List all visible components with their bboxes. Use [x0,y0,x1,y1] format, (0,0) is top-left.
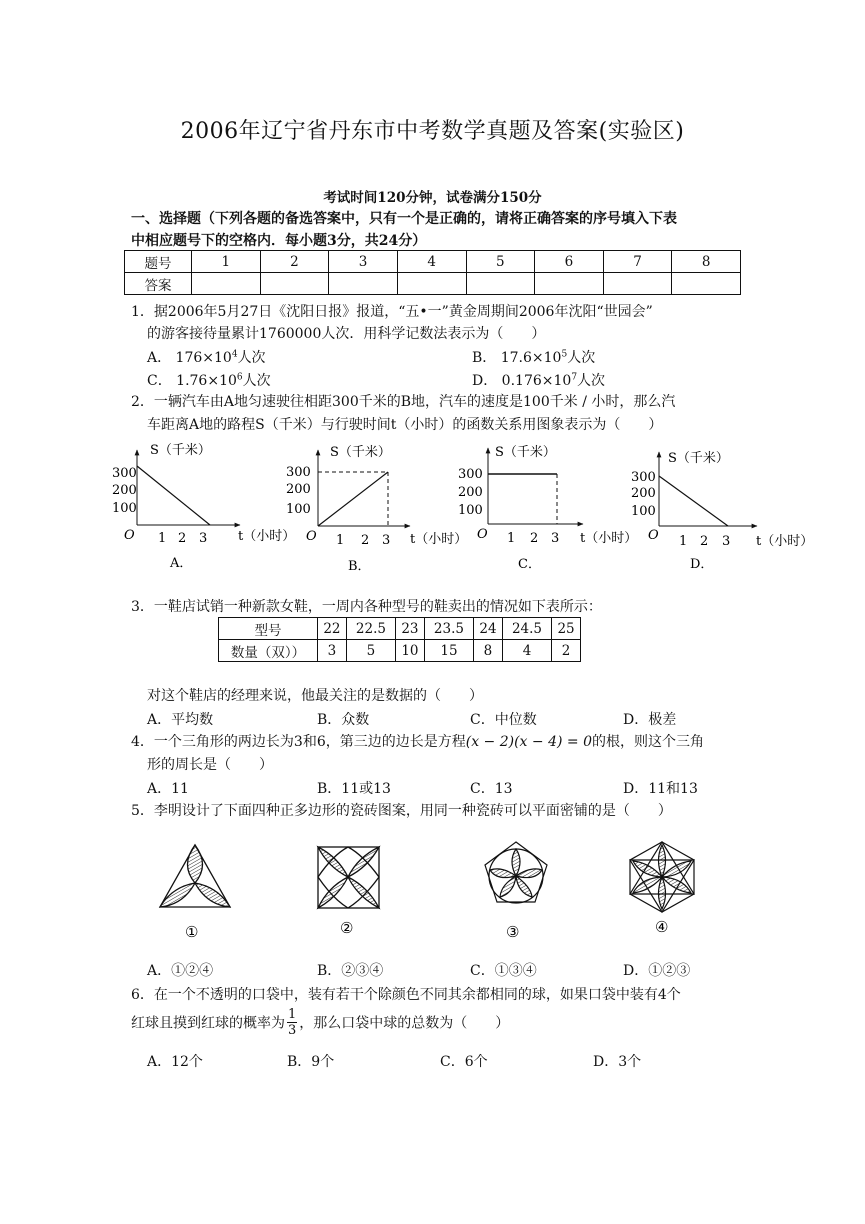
x-tick: 3 [382,533,391,548]
y-tick: 300 [286,465,311,480]
table-cell: 5 [466,251,535,273]
q6-line1: 6．在一个不透明的口袋中，装有若干个除颜色不同其余都相同的球，如果口袋中装有4个 [131,987,681,1003]
graph-caption: C． [518,557,541,572]
q5-option-d[interactable]: D．①②③ [623,963,691,979]
table-cell: 数量（双）） [219,640,318,662]
y-tick: 200 [286,482,311,497]
table-cell: 8 [474,640,503,662]
tile-label: ① [185,923,199,941]
y-axis-label: S（千米） [495,445,556,460]
x-axis-label: t（小时） [238,529,296,544]
y-tick: 300 [631,470,656,485]
hexagon-tile[interactable] [630,842,694,912]
graph-d-line [659,476,728,526]
q2-line2: 车距离A地的路程S（千米）与行驶时间t（小时）的函数关系用图象表示为（ ） [147,417,663,433]
table-cell: 24 [474,618,503,640]
q2-graphs [0,436,865,581]
table-cell: 6 [535,251,604,273]
pentagon-tile[interactable] [485,842,547,903]
answer-cell[interactable] [192,273,261,295]
q4-line1: 4．一个三角形的两边长为3和6，第三边的边长是方程(x − 2)(x − 4) = 0的根，则这个三角 [131,734,704,750]
answer-cell[interactable] [672,273,741,295]
q1-line2: 的游客接待量累计1760000人次．用科学记数法表示为（ ） [147,326,546,342]
answer-cell[interactable] [466,273,535,295]
table-cell: 23 [396,618,425,640]
answer-table [124,250,741,295]
graph-d[interactable] [631,450,813,572]
x-tick: 3 [722,534,731,549]
q1-option-a[interactable]: A． $176\times 10^4$人次 [147,349,266,366]
q1-option-b[interactable]: B． $17.6\times 10^5$人次 [472,349,596,366]
y-tick: 100 [286,502,311,517]
table-cell: 题号 [125,251,192,273]
y-axis-label: S（千米） [330,445,391,460]
table-row [219,618,581,640]
graph-a[interactable] [112,442,295,571]
q6-option-d[interactable]: D．3个 [593,1054,642,1070]
x-tick: 3 [551,531,560,546]
q5-tile-figures [0,825,865,950]
x-axis-label: t（小时） [756,534,814,549]
x-axis-label: t（小时） [580,531,638,546]
q1-option-c[interactable]: C． $1.76\times 10^6$人次 [147,372,271,389]
y-axis-label: S（千米） [668,451,729,466]
section-heading-line2: 中相应题号下的空格内．每小题3分，共24分） [131,233,427,249]
x-tick: 2 [178,531,187,546]
answer-cell[interactable] [603,273,672,295]
x-tick: 1 [158,531,167,546]
q1-line1: 1．据2006年5月27日《沈阳日报》报道，“五•一”黄金周期间2006年沈阳“世园会” [131,304,653,320]
table-cell: 22 [318,618,347,640]
q2-line1: 2．一辆汽车由A地匀速驶往相距300千米的B地，汽车的速度是100千米 / 小时，那么汽 [131,394,676,410]
q5-option-c[interactable]: C．①③④ [470,963,537,979]
graph-caption: A． [170,556,193,571]
q3-option-c[interactable]: C．中位数 [470,712,537,728]
table-cell: 15 [424,640,473,662]
graph-caption: B． [348,559,371,574]
graph-b-line [318,472,388,526]
q3-line1: 3．一鞋店试销一种新款女鞋，一周内各种型号的鞋卖出的情况如下表所示： [131,599,602,615]
tile-label: ② [340,919,354,937]
section-heading-line1: 一、选择题（下列各题的备选答案中，只有一个是正确的，请将正确答案的序号填入下表 [131,211,677,227]
q3-line2: 对这个鞋店的经理来说，他最关注的是数据的（ ） [147,688,483,704]
table-cell: 1 [192,251,261,273]
table-cell: 8 [672,251,741,273]
x-tick: 1 [336,533,345,548]
y-tick: 300 [458,467,483,482]
table-cell: 22.5 [346,618,395,640]
y-tick: 200 [631,486,656,501]
q6-option-b[interactable]: B．9个 [287,1054,335,1070]
origin-label: O [648,528,659,543]
x-tick: 2 [361,533,370,548]
exam-info: 考试时间120分钟，试卷满分150分 [323,190,542,206]
table-cell: 23.5 [424,618,473,640]
q4-option-b[interactable]: B．11或13 [317,781,391,797]
q4-option-d[interactable]: D．11和13 [623,781,698,797]
y-tick: 300 [112,466,137,481]
table-cell: 4 [397,251,466,273]
table-cell: 10 [396,640,425,662]
tile-label: ③ [506,923,520,941]
q6-option-a[interactable]: A．12个 [147,1054,203,1070]
q4-option-c[interactable]: C．13 [470,781,513,797]
graph-caption: D． [690,557,714,572]
q6-line2: 红球且摸到红球的概率为 $\frac{1}{3}$ ，那么口袋中球的总数为（ ） [131,1007,510,1038]
x-tick: 3 [199,531,208,546]
table-row [219,640,581,662]
x-tick: 1 [507,531,516,546]
table-row [125,273,741,295]
table-cell: 24.5 [502,618,551,640]
q3-option-a[interactable]: A．平均数 [147,712,214,728]
origin-label: O [477,527,488,542]
table-cell: 型号 [219,618,318,640]
y-tick: 100 [458,503,483,518]
x-tick: 2 [700,534,709,549]
y-tick: 100 [112,501,137,516]
x-tick: 2 [530,531,539,546]
table-cell: 3 [329,251,398,273]
y-axis-label: S（千米） [150,443,211,458]
q4-line2: 形的周长是（ ） [147,757,273,773]
x-axis-label: t（小时） [410,532,468,547]
table-cell: 4 [502,640,551,662]
table-cell: 2 [260,251,329,273]
table-cell: 5 [346,640,395,662]
table-cell: 25 [552,618,581,640]
x-tick: 1 [679,534,688,549]
table-cell: 答案 [125,273,192,295]
q1-option-d[interactable]: D． $0.176\times 10^7$人次 [472,372,606,389]
answer-cell[interactable] [329,273,398,295]
table-cell: 2 [552,640,581,662]
graph-a-line [137,466,210,525]
table-cell: 3 [318,640,347,662]
shoe-table [218,617,581,662]
origin-label: O [124,528,135,543]
graph-c[interactable] [458,444,637,572]
table-cell: 7 [603,251,672,273]
q5-line1: 5．李明设计了下面四种正多边形的瓷砖图案，用同一种瓷砖可以平面密铺的是（ ） [131,803,672,819]
y-tick: 200 [458,485,483,500]
fraction: $\frac{1}{3}$ [288,1007,297,1038]
q5-option-b[interactable]: B．②③④ [317,963,384,979]
answer-cell[interactable] [397,273,466,295]
q6-option-c[interactable]: C．6个 [440,1054,488,1070]
q3-option-d[interactable]: D．极差 [623,712,677,728]
graph-b[interactable] [286,444,467,574]
answer-cell[interactable] [260,273,329,295]
y-tick: 200 [112,483,137,498]
origin-label: O [306,529,317,544]
q5-option-a[interactable]: A．①②④ [147,963,214,979]
page-title: 2006年辽宁省丹东市中考数学真题及答案(实验区) [180,119,685,144]
square-tile[interactable] [318,847,379,908]
q3-option-b[interactable]: B．众数 [317,712,370,728]
y-tick: 100 [631,504,656,519]
triangle-tile[interactable] [160,845,230,907]
q4-option-a[interactable]: A．11 [147,781,189,797]
q4-equation: (x − 2)(x − 4) = 0 [465,734,592,750]
table-row [125,251,741,273]
tile-label: ④ [655,918,669,936]
answer-cell[interactable] [535,273,604,295]
